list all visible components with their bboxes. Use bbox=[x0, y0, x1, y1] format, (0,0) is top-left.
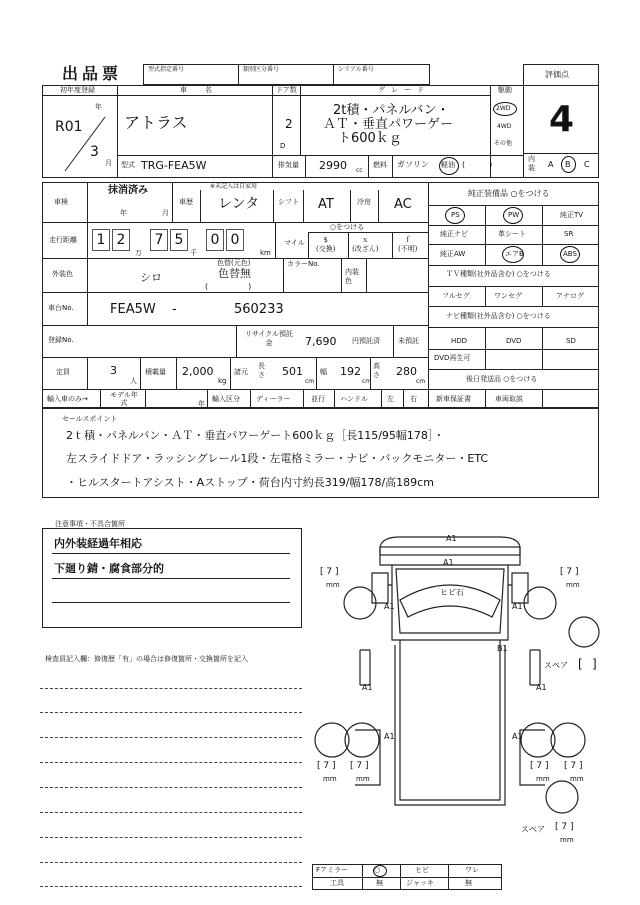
vehicle-name: アトラス bbox=[124, 113, 188, 132]
name-label: 車名 bbox=[180, 86, 230, 94]
tire-depth-unit: mm bbox=[570, 775, 584, 783]
cert-numbers-box bbox=[143, 64, 430, 85]
load-capacity: 2,000 bbox=[182, 365, 214, 378]
equip-ps: PS bbox=[451, 211, 460, 219]
damage-mark: A1 bbox=[443, 558, 454, 567]
drive-2wd: 2WD bbox=[496, 105, 511, 112]
model-code: TRG-FEA5W bbox=[141, 159, 207, 172]
equipment-title: 純正装備品 ○をつける bbox=[468, 189, 550, 198]
equip-airbag: エアB bbox=[505, 250, 524, 258]
ac-type: AC bbox=[394, 197, 412, 212]
tire-depth-label: [ 7 ] bbox=[317, 761, 336, 771]
width: 192 bbox=[340, 365, 361, 378]
note-line-2: 下廻り錆・腐食部分的 bbox=[54, 562, 164, 575]
damage-mark: ヒビ石 bbox=[440, 588, 464, 597]
equip-pw: PW bbox=[508, 211, 520, 219]
exterior-color: シロ bbox=[140, 271, 162, 284]
tire-depth-unit: mm bbox=[323, 775, 337, 783]
spare-depth-label: [ 7 ] bbox=[555, 822, 574, 832]
grade-line-3: ト600ｋｇ bbox=[338, 131, 402, 146]
mileage-digit: 5 bbox=[170, 229, 188, 251]
vehicle-history: レンタ bbox=[218, 196, 260, 212]
inspector-label: 検査員記入欄：修復歴「有」の場合は修復箇所・交換箇所を記入 bbox=[45, 655, 248, 663]
damage-mark: A1 bbox=[536, 683, 547, 692]
serial-no-label: シリアル番号 bbox=[338, 66, 374, 73]
tire-depth-label: [ 7 ] bbox=[560, 567, 579, 577]
mileage-digit: 7 bbox=[150, 229, 168, 251]
score-label: 評価点 bbox=[545, 70, 569, 79]
tools-value: 無 bbox=[376, 879, 383, 887]
sales-line-3: ・ヒルスタートアシスト・Aストップ・荷台内寸約長319/幅178/高189cm bbox=[66, 476, 434, 489]
tire-depth-label: [ 7 ] bbox=[320, 567, 339, 577]
tire-depth-unit: mm bbox=[536, 775, 550, 783]
fuel-diesel: 軽油 bbox=[441, 161, 455, 169]
capacity: 3 bbox=[110, 364, 117, 377]
damage-mark: B1 bbox=[497, 644, 508, 653]
tire-depth-label: [ 7 ] bbox=[530, 761, 549, 771]
shaken-status: 抹消済み bbox=[108, 185, 148, 196]
grade-line-2: ＡＴ・垂直パワーゲー bbox=[323, 117, 454, 132]
interior-grade: B bbox=[565, 160, 571, 169]
tire-depth-label: [ 7 ] bbox=[350, 761, 369, 771]
first-reg-label: 初年度登録 bbox=[60, 86, 95, 94]
reg-diagonal bbox=[60, 115, 110, 175]
sales-points-label: セールスポイント bbox=[62, 415, 118, 423]
sales-line-2: 左スライドドア・ラッシングレール1段・左電格ミラー・ナビ・バックモニター・ETC bbox=[66, 452, 489, 465]
chassis-number: 560233 bbox=[234, 302, 284, 317]
f-mirror-value: ○ bbox=[374, 866, 381, 874]
mileage-digit: 0 bbox=[206, 229, 224, 251]
tire-depth-unit: mm bbox=[566, 581, 580, 589]
tire-depth-label: [ 7 ] bbox=[564, 761, 583, 771]
damage-mark: A1 bbox=[446, 534, 457, 543]
mileage-digit: 1 bbox=[92, 229, 110, 251]
equip-abs: ABS bbox=[563, 250, 577, 258]
note-line-1: 内外装経過年相応 bbox=[54, 537, 142, 550]
damage-mark: A1 bbox=[512, 602, 523, 611]
class-no-label: 類別区分番号 bbox=[243, 66, 280, 73]
sales-line-1: 2ｔ積・パネルバン・ＡＴ・垂直パワーゲート600ｋｇ［長115/95幅178］・ bbox=[66, 429, 445, 442]
tire-depth-unit: mm bbox=[326, 581, 340, 589]
damage-mark: A1 bbox=[362, 683, 373, 692]
shift-type: AT bbox=[318, 197, 334, 212]
spare-bracket: [ bbox=[578, 657, 583, 671]
spare-label: スペア bbox=[521, 825, 545, 834]
first-reg-month: 3 bbox=[90, 144, 99, 160]
grade-label: グレード bbox=[378, 86, 430, 94]
color-change: 色替無 bbox=[218, 267, 251, 280]
recycle-fee: 7,690 bbox=[305, 335, 337, 348]
spare-depth-unit: mm bbox=[560, 836, 574, 844]
mileage-digit: 0 bbox=[226, 229, 244, 251]
mileage-digit: 2 bbox=[112, 229, 130, 251]
form-title: 出品票 bbox=[62, 64, 123, 83]
displacement: 2990 bbox=[319, 159, 347, 172]
chassis-prefix: FEA5W bbox=[110, 302, 156, 317]
damage-mark: A1 bbox=[512, 732, 523, 741]
notes-label: 注意事項・不具合箇所 bbox=[55, 520, 125, 528]
height: 280 bbox=[396, 365, 417, 378]
spare-label: スペア bbox=[544, 661, 568, 670]
jack-value: 無 bbox=[465, 879, 472, 887]
length: 501 bbox=[282, 365, 303, 378]
score-value: 4 bbox=[549, 99, 575, 140]
grade-line-1: 2t積・パネルバン・ bbox=[333, 103, 450, 118]
model-cert-no-label: 型式指定番号 bbox=[148, 66, 185, 73]
truck-diagram bbox=[300, 525, 600, 855]
first-reg-era: R01 bbox=[55, 119, 83, 135]
spare-bracket: ] bbox=[592, 657, 597, 671]
damage-mark: A1 bbox=[384, 732, 395, 741]
tire-depth-unit: mm bbox=[356, 775, 370, 783]
damage-mark: A1 bbox=[384, 602, 395, 611]
door-count: 2 bbox=[285, 117, 293, 131]
